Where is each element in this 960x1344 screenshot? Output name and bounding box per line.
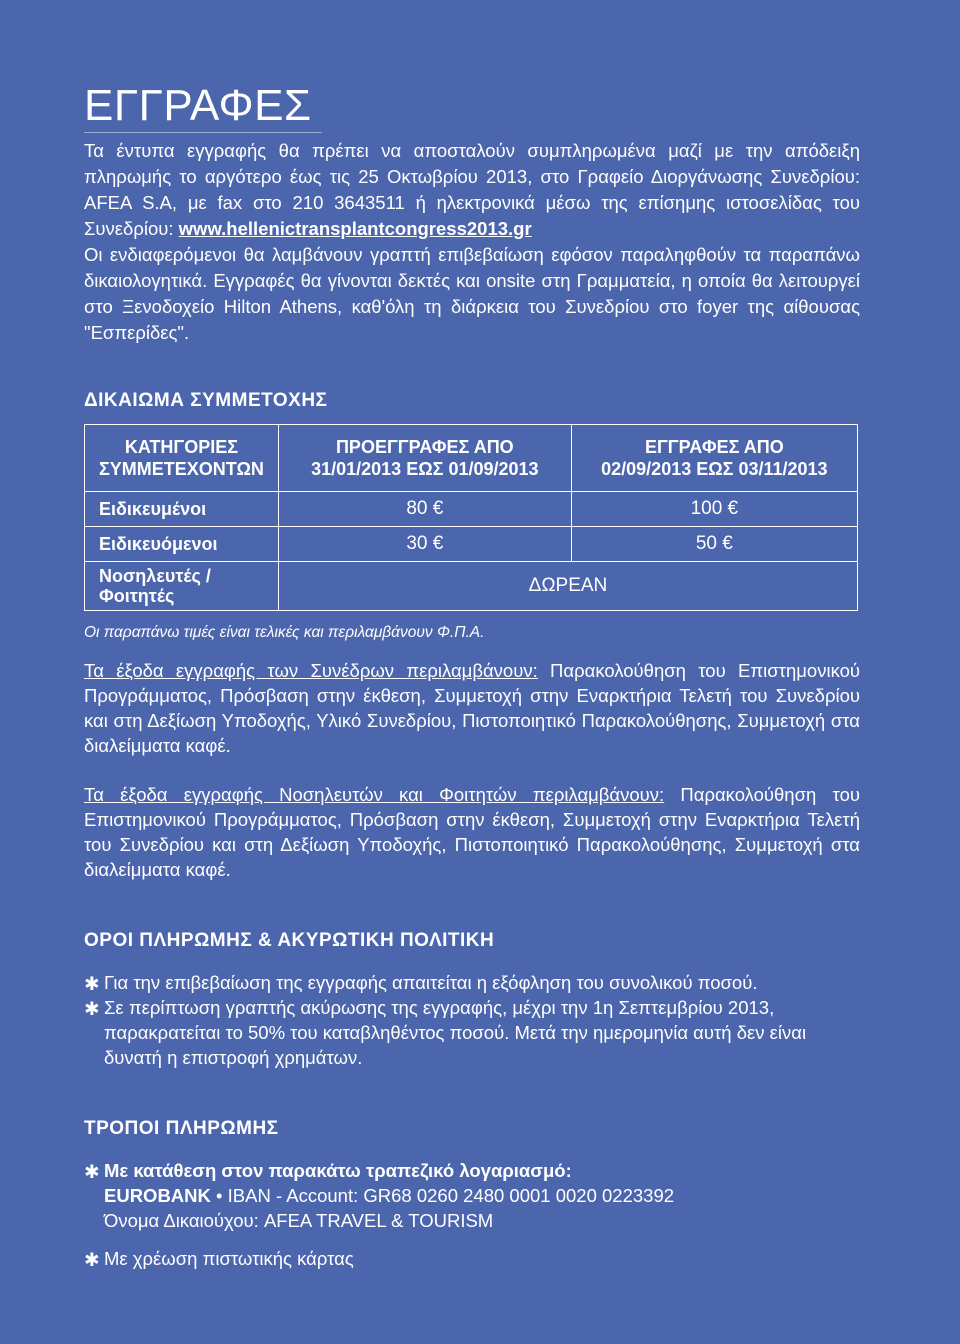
late-fee-cell: 50 €: [571, 527, 857, 562]
card-payment-text: Με χρέωση πιστωτικής κάρτας: [104, 1248, 354, 1269]
category-line: Φοιτητές: [99, 586, 175, 606]
header-line: ΣΥΜΜΕΤΕΧΟΝΤΩΝ: [99, 459, 264, 479]
category-line: Νοσηλευτές /: [99, 566, 211, 586]
bank-account-line: [104, 1183, 860, 1208]
fees-table: [84, 424, 858, 611]
intro-section: [84, 138, 860, 346]
table-row: [85, 492, 858, 527]
table-row: [85, 562, 858, 611]
page-title: ΕΓΓΡΑΦΕΣ: [84, 80, 322, 133]
asterisk-icon: ✱: [84, 973, 100, 994]
fees-heading: ΔΙΚΑΙΩΜΑ ΣΥΜΜΕΤΟΧΗΣ: [84, 390, 328, 411]
table-row: [85, 527, 858, 562]
category-cell: [85, 562, 279, 611]
header-early-registration: [278, 425, 571, 492]
header-line: 31/01/2013 ΕΩΣ 01/09/2013: [311, 459, 539, 479]
table-note: Οι παραπάνω τιμές είναι τελικές και περιλαμβάνουν Φ.Π.Α.: [84, 624, 485, 641]
header-line: ΕΓΓΡΑΦΕΣ ΑΠΟ: [644, 437, 784, 457]
header-categories: [85, 425, 279, 492]
category-cell: Ειδικευμένοι: [85, 492, 279, 527]
late-fee-cell: 100 €: [571, 492, 857, 527]
early-fee-cell: 80 €: [278, 492, 571, 527]
payment-list: [84, 1158, 860, 1271]
delegates-includes-paragraph: [84, 658, 860, 758]
delegates-text: Παρακολούθηση του Επιστημονικού Προγράμματος, Πρόσβαση στην έκθεση, Συμμετοχή στην Εναρκτήρια Τελετή του Συνεδρίου και στη Δεξίωση Υποδοχής, Υλικό Συνεδρίου, Πιστοποιητικό Παρακολούθησης, Συμμετοχή στα διαλείμματα καφέ.: [84, 660, 860, 756]
intro-paragraph-2: Οι ενδιαφερόμενοι θα λαμβάνουν γραπτή επιβεβαίωση εφόσον παραληφθούν τα παραπάνω δικαιολογητικά. Εγγραφές θα γίνονται δεκτές και onsite στη Γραμματεία, η οποία θα λειτουργεί στο Ξενοδοχείο Hilton Athens, καθ'όλη τη διάρκεια του Συνεδρίου στο foyer της αίθουσας "Εσπερίδες".: [84, 244, 860, 343]
header-line: ΚΑΤΗΓΟΡΙΕΣ: [124, 437, 239, 457]
list-item: [84, 995, 860, 1070]
students-lead: Τα έξοδα εγγραφής Νοσηλευτών και Φοιτητών περιλαμβάνουν:: [84, 784, 665, 805]
list-item: [84, 970, 860, 995]
list-item: [84, 1158, 860, 1233]
list-item-text: Σε περίπτωση γραπτής ακύρωσης της εγγραφής, μέχρι την 1η Σεπτεμβρίου 2013, παρακρατείται το 50% του καταβληθέντος ποσού. Μετά την ημερομηνία αυτή δεν είναι δυνατή η επιστροφή χρημάτων.: [104, 997, 807, 1068]
iban-text: • IBAN - Account: GR68 0260 2480 0001 0020 0223392: [210, 1185, 675, 1206]
students-text: Παρακολούθηση του Επιστημονικού Προγράμματος, Πρόσβαση στην έκθεση, Συμμετοχή στην Εναρκτήρια Τελετή του Συνεδρίου και στη Δεξίωση Υποδοχής, Πιστοποιητικό Παρακολούθησης, Συμμετοχή στα διαλείμματα καφέ.: [84, 784, 860, 880]
list-item: [84, 1246, 860, 1271]
deposit-label: Με κατάθεση στον παρακάτω τραπεζικό λογαριασμό:: [104, 1160, 572, 1181]
policy-list: [84, 970, 860, 1070]
account-holder: Όνομα Δικαιούχου: AFEA TRAVEL & TOURISM: [104, 1210, 494, 1231]
intro-paragraph-1: [84, 138, 860, 242]
bank-name: EUROBANK: [104, 1185, 211, 1206]
payment-heading: ΤΡΟΠΟΙ ΠΛΗΡΩΜΗΣ: [84, 1118, 279, 1139]
category-cell: Ειδικευόμενοι: [85, 527, 279, 562]
asterisk-icon: ✱: [84, 998, 100, 1019]
intro-text: Τα έντυπα εγγραφής θα πρέπει να αποσταλούν συμπληρωμένα μαζί με την απόδειξη πληρωμής το αργότερο έως τις 25 Οκτωβρίου 2013, στο Γραφείο Διοργάνωσης Συνεδρίου: AFEA S.A, με fax στο 210 3643511 ή ηλεκτρονικά μέσω της επίσημης ιστοσελίδας του Συνεδρίου:: [84, 140, 860, 239]
asterisk-icon: ✱: [84, 1161, 100, 1182]
congress-website-link[interactable]: www.hellenictransplantcongress2013.gr: [178, 218, 532, 239]
header-line: 02/09/2013 ΕΩΣ 03/11/2013: [601, 459, 828, 479]
header-line: ΠΡΟΕΓΓΡΑΦΕΣ ΑΠΟ: [335, 437, 514, 457]
header-late-registration: [571, 425, 857, 492]
students-includes-paragraph: [84, 782, 860, 882]
free-fee-cell: ΔΩΡΕΑΝ: [278, 562, 857, 611]
asterisk-icon: ✱: [84, 1249, 100, 1270]
early-fee-cell: 30 €: [278, 527, 571, 562]
list-item-text: Για την επιβεβαίωση της εγγραφής απαιτείται η εξόφληση του συνολικού ποσού.: [104, 972, 758, 993]
delegates-lead: Τα έξοδα εγγραφής των Συνέδρων περιλαμβάνουν:: [84, 660, 538, 681]
policy-heading: ΟΡΟΙ ΠΛΗΡΩΜΗΣ & ΑΚΥΡΩΤΙΚΗ ΠΟΛΙΤΙΚΗ: [84, 930, 495, 951]
fees-table-header: [85, 425, 858, 492]
